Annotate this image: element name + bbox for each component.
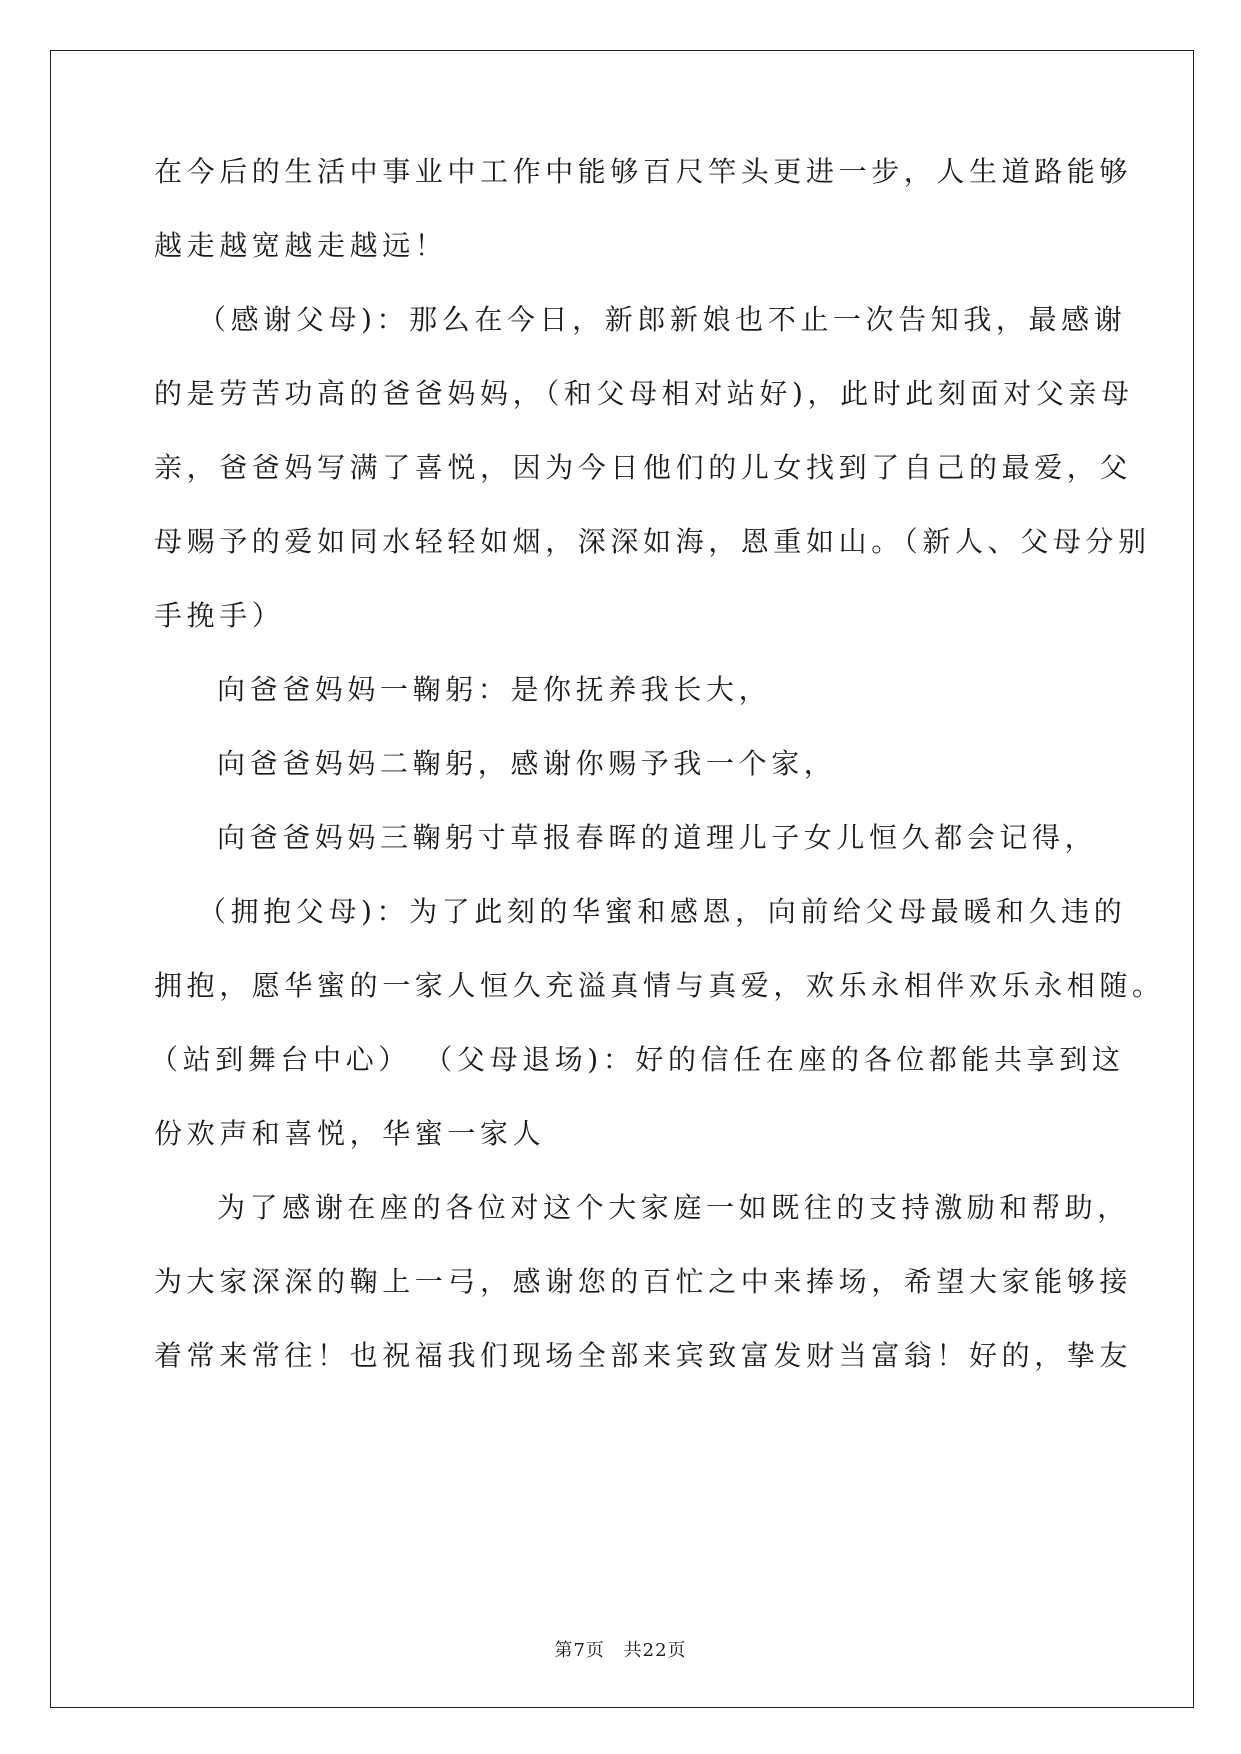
text-line: 越走越宽越走越远！ [154,229,448,262]
text-line: 在今后的生活中事业中工作中能够百尺竿头更进一步，人生道路能够 [154,155,1133,188]
text-line: 为大家深深的鞠上一弓，感谢您的百忙之中来捧场，希望大家能够接 [154,1265,1133,1298]
text-line: 手挽手） [154,599,285,632]
text-line: 为了感谢在座的各位对这个大家庭一如既往的支持激励和帮助， [217,1191,1130,1224]
text-line: （站到舞台中心） （父母退场)：好的信任在座的各位都能共享到这 [150,1043,1125,1076]
text-line: 母赐予的爱如同水轻轻如烟，深深如海，恩重如山。（新人、父母分别 [154,525,1151,558]
text-line: 份欢声和喜悦，华蜜一家人 [154,1117,546,1150]
text-line: 向爸爸妈妈三鞠躬寸草报春晖的道理儿子女儿恒久都会记得， [217,821,1098,854]
text-line: 着常来常往！也祝福我们现场全部来宾致富发财当富翁！好的，挚友 [154,1339,1133,1372]
page-footer [0,1636,1241,1662]
text-line: 亲，爸爸妈写满了喜悦，因为今日他们的儿女找到了自己的最爱，父 [154,451,1133,484]
page-border [50,50,1194,1708]
page-total: 共22页 [623,1640,687,1661]
text-line: 的是劳苦功高的爸爸妈妈，（和父母相对站好)，此时此刻面对父亲母 [154,377,1134,410]
text-line: 拥抱，愿华蜜的一家人恒久充溢真情与真爱，欢乐永相伴欢乐永相随。 [154,969,1165,1002]
text-line: 向爸爸妈妈二鞠躬，感谢你赐予我一个家， [217,747,837,780]
text-line: 向爸爸妈妈一鞠躬：是你抚养我长大， [217,673,772,706]
page-number: 第7页 [554,1640,605,1661]
text-line: （感谢父母)：那么在今日，新郎新娘也不止一次告知我，最感谢 [198,303,1127,336]
text-line: （拥抱父母)：为了此刻的华蜜和感恩，向前给父母最暖和久违的 [198,895,1127,928]
